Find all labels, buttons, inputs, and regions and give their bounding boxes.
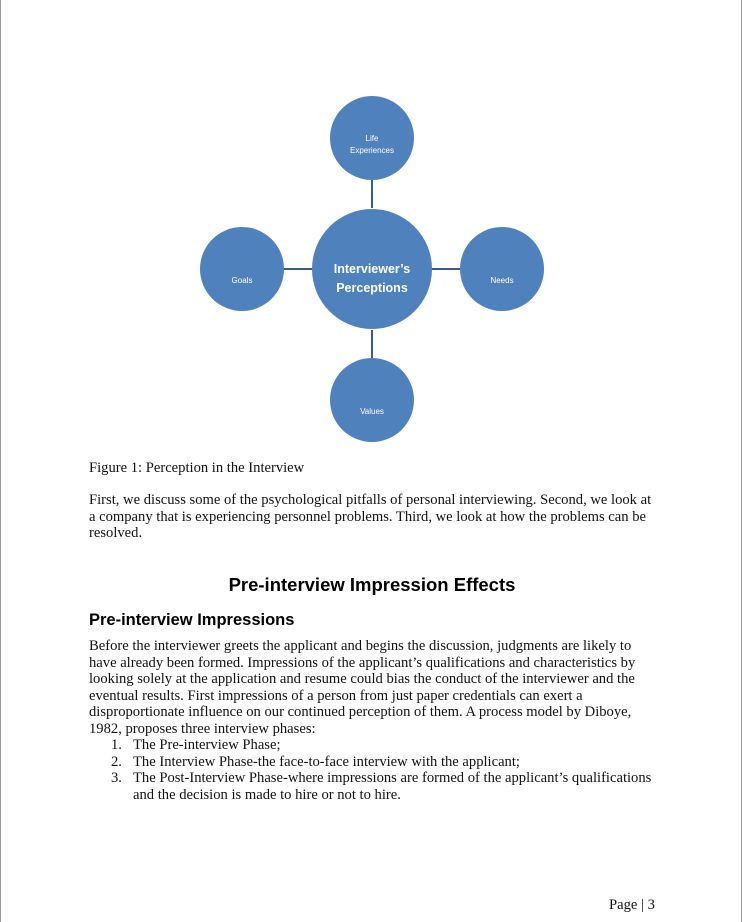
values-label: Values bbox=[360, 407, 384, 416]
subsection-heading: Pre-interview Impressions bbox=[89, 611, 295, 629]
node-needs bbox=[460, 227, 544, 311]
center-label-line2: Perceptions bbox=[336, 281, 408, 295]
list-item bbox=[89, 737, 669, 754]
node-goals bbox=[200, 227, 284, 311]
node-center bbox=[312, 209, 432, 329]
goals-label: Goals bbox=[231, 276, 253, 285]
node-life-experiences bbox=[330, 96, 414, 180]
life-experiences-label-line1: Life bbox=[365, 134, 379, 143]
list-text: The Post-Interview Phase-where impressions are formed of the applicant’s qualifications and the decision is made to hire or not to hire. bbox=[133, 770, 652, 803]
list-item bbox=[89, 770, 669, 803]
list-number: 3. bbox=[111, 770, 122, 786]
figure-caption: Figure 1: Perception in the Interview bbox=[89, 460, 305, 476]
list-number: 1. bbox=[111, 737, 122, 753]
list-text: The Pre-interview Phase; bbox=[133, 737, 281, 753]
list-number: 2. bbox=[111, 753, 122, 770]
page-number: Page | 3 bbox=[609, 897, 655, 913]
phases-list bbox=[89, 737, 669, 803]
body-paragraph: Before the interviewer greets the applicant and begins the discussion, judgments are likely to have already been formed. Impressions of the applicant’s qualifications and characteristics by looking solely at the application and resume could bias the conduct of the interviewer and the eventual results. First impressions of a person from just paper credentials can exert a disproportionate influence on our continued perception of them. A process model by Diboye, 1982, proposes three interview phases: bbox=[89, 638, 636, 737]
life-experiences-label-line2: Experiences bbox=[349, 146, 395, 155]
list-item bbox=[89, 754, 669, 771]
intro-paragraph: First, we discuss some of the psychological pitfalls of personal interviewing. Second, we look at a company that is experiencing personnel problems. Third, we look at how the problems can be resolved. bbox=[89, 492, 652, 541]
list-text: The Interview Phase-the face-to-face interview with the applicant; bbox=[133, 753, 520, 770]
needs-label: Needs bbox=[490, 276, 514, 285]
node-values bbox=[330, 358, 414, 442]
section-heading: Pre-interview Impression Effects bbox=[228, 574, 516, 595]
center-label-line1: Interviewer’s bbox=[333, 262, 411, 276]
perception-diagram bbox=[1, 0, 742, 460]
